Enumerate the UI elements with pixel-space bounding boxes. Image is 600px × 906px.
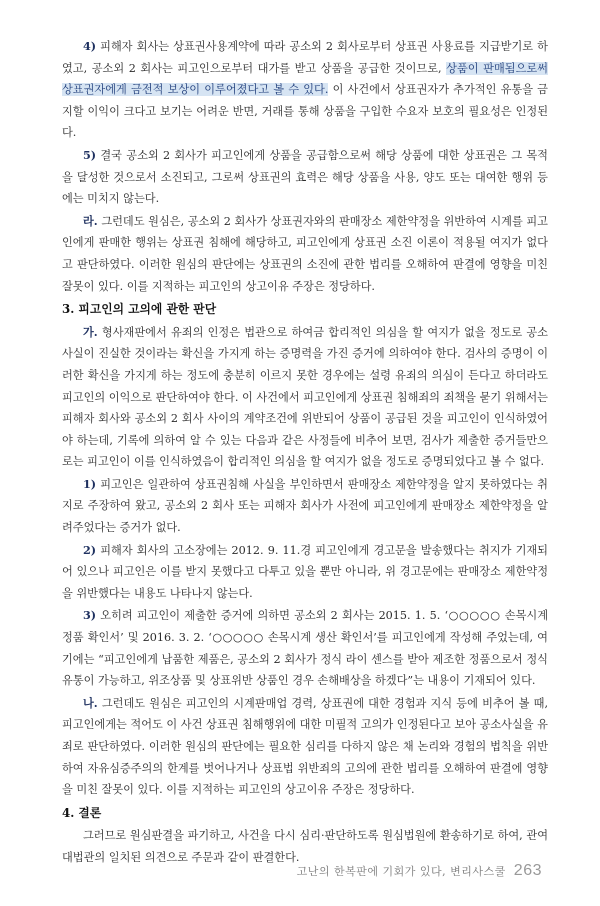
paragraph-text: 형사재판에서 유죄의 인정은 법관으로 하여금 합리적인 의심을 할 여지가 없을 정도로 공소사실이 진실한 것이라는 확신을 가지게 하는 증명력을 가진 증거에 의하여야 한다. 검사의 증명이 이러한 확신을 가지게 하는 정도에 충분히 이르지 못한 경우에는 설령 유죄의 의심이 든다고 하더라도 피고인의 이익으로 판단하여야 한다. 이 사건에서 피고인에게 상표권 침해죄의 죄책을 묻기 위해서는 피해자 회사와 공소외 2 회사 사이의 계약조건에 위반되어 상품이 공급된 것을 피고인이 인식하였어야 하는데, 기록에 의하여 알 수 있는 다음과 같은 사정들에 비추어 보면, 검사가 제출한 증거들만으로는 피고인이 이를 인식하였음이 합리적인 의심을 할 여지가 없을 정도로 증명되었다고 볼 수 없다. <box>62 325 548 469</box>
paragraph-text: 그런데도 원심은, 공소외 2 회사가 상표권자와의 판매장소 제한약정을 위반하여 시계를 피고인에게 판매한 행위는 상표권 침해에 해당하고, 피고인에게 상표권 소진 이론이 적용될 여지가 없다고 판단하였다. 이러한 원심의 판단에는 상표권의 소진에 관한 법리를 오해하여 판결에 영향을 미친 잘못이 있다. 이를 지적하는 피고인의 상고이유 주장은 정당하다. <box>62 214 548 293</box>
paragraph-5 <box>62 145 548 210</box>
page-footer <box>0 862 542 880</box>
book-title: 고난의 한복판에 기회가 있다, 변리사스쿨 <box>296 865 506 878</box>
paragraph-ga-1 <box>62 474 548 539</box>
section-heading-3: 3. 피고인의 고의에 관한 판단 <box>62 302 217 317</box>
item-number: 2) <box>83 542 97 557</box>
page-number: 263 <box>513 862 542 879</box>
highlighted-text: 상품이 판매됨으로써 상표권자에게 금전적 보상이 이루어졌다고 볼 수 있다. <box>62 61 548 97</box>
item-number: 1) <box>83 476 97 491</box>
paragraph-text: 피해자 회사는 상표권사용계약에 따라 공소외 2 회사로부터 상표권 사용료를 지급받기로 하였고, 공소외 2 회사는 피고인으로부터 대가를 받고 상품을 공급한 것이므로, <box>62 40 548 75</box>
paragraph-ga <box>62 322 548 473</box>
item-number: 3) <box>83 608 97 623</box>
item-number: 5) <box>83 147 97 162</box>
paragraph-text: 피해자 회사의 고소장에는 2012. 9. 11.경 피고인에게 경고문을 발송했다는 취지가 기재되어 있으나 피고인은 이를 받지 못했다고 다투고 있을 뿐만 아니라, 위 경고문에는 판매장소 제한약정을 위반했다는 내용도 나타나지 않는다. <box>62 543 548 600</box>
paragraph-text: 피고인은 일관하여 상표권침해 사실을 부인하면서 판매장소 제한약정을 알지 못하였다는 취지로 주장하여 왔고, 공소외 2 회사 또는 피해자 회사가 사전에 피고인에게 판매장소 제한약정을 알려주었다는 증거가 없다. <box>62 477 548 535</box>
paragraph-text: 결국 공소외 2 회사가 피고인에게 상품을 공급함으로써 해당 상품에 대한 상표권은 그 목적을 달성한 것으로서 소진되고, 그로써 상표권의 효력은 해당 상품을 사용, 양도 또는 대여한 행위 등에는 미치지 않는다. <box>62 148 548 206</box>
item-number: 4) <box>83 39 97 53</box>
paragraph-conclusion: 그러므로 원심판결을 파기하고, 사건을 다시 심리·판단하도록 원심법원에 환송하기로 하여, 관여 대법관의 일치된 의견으로 주문과 같이 판결한다. <box>62 829 548 864</box>
paragraph-ga-3 <box>62 605 548 691</box>
paragraph-text: 그런데도 원심은 피고인의 시계판매업 경력, 상표권에 대한 경험과 지식 등에 비추어 볼 때, 피고인에게는 적어도 이 사건 상표권 침해행위에 대한 미필적 고의가 인정된다고 보아 공소사실을 유죄로 판단하였다. 이러한 원심의 판단에는 필요한 심리를 다하지 않은 채 논리와 경험의 법칙을 위반하여 자유심증주의의 한계를 벗어나거나 상표법 위반죄의 고의에 관한 법리를 오해하여 판결에 영향을 미친 잘못이 있다. 이를 지적하는 피고인의 상고이유 주장은 정당하다. <box>62 696 548 797</box>
item-number: 라. <box>83 213 98 228</box>
section-heading-4: 4. 결론 <box>62 805 102 820</box>
paragraph-text: 이 사건에서 상표권자가 추가적인 유통을 금지할 이익이 크다고 보기는 어려운 반면, 거래를 통해 상품을 구입한 수요자 보호의 필요성은 인정된다. <box>62 83 548 140</box>
item-number: 가. <box>83 324 98 339</box>
item-number: 나. <box>83 695 98 710</box>
paragraph-text: 오히려 피고인이 제출한 증거에 의하면 공소외 2 회사는 2015. 1. 5. ‘○○○○○ 손목시계 정품 확인서’ 및 2016. 3. 2. ‘○○○○○ 손목시계 생산 확인서’를 피고인에게 작성해 주었는데, 여기에는 “피고인에게 납품한 제품은, 공소외 2 회사가 정식 라이 센스를 받아 제조한 정품으로서 정식유통이 가능하고, 위조상품 및 상표위반 상품인 경우 손해배상을 하겠다”는 내용이 기재되어 있다. <box>62 609 548 688</box>
paragraph-4 <box>62 36 548 144</box>
paragraph-ga-2 <box>62 540 548 605</box>
document-body <box>62 36 548 869</box>
paragraph-na <box>62 693 548 801</box>
paragraph-ra <box>62 211 548 297</box>
